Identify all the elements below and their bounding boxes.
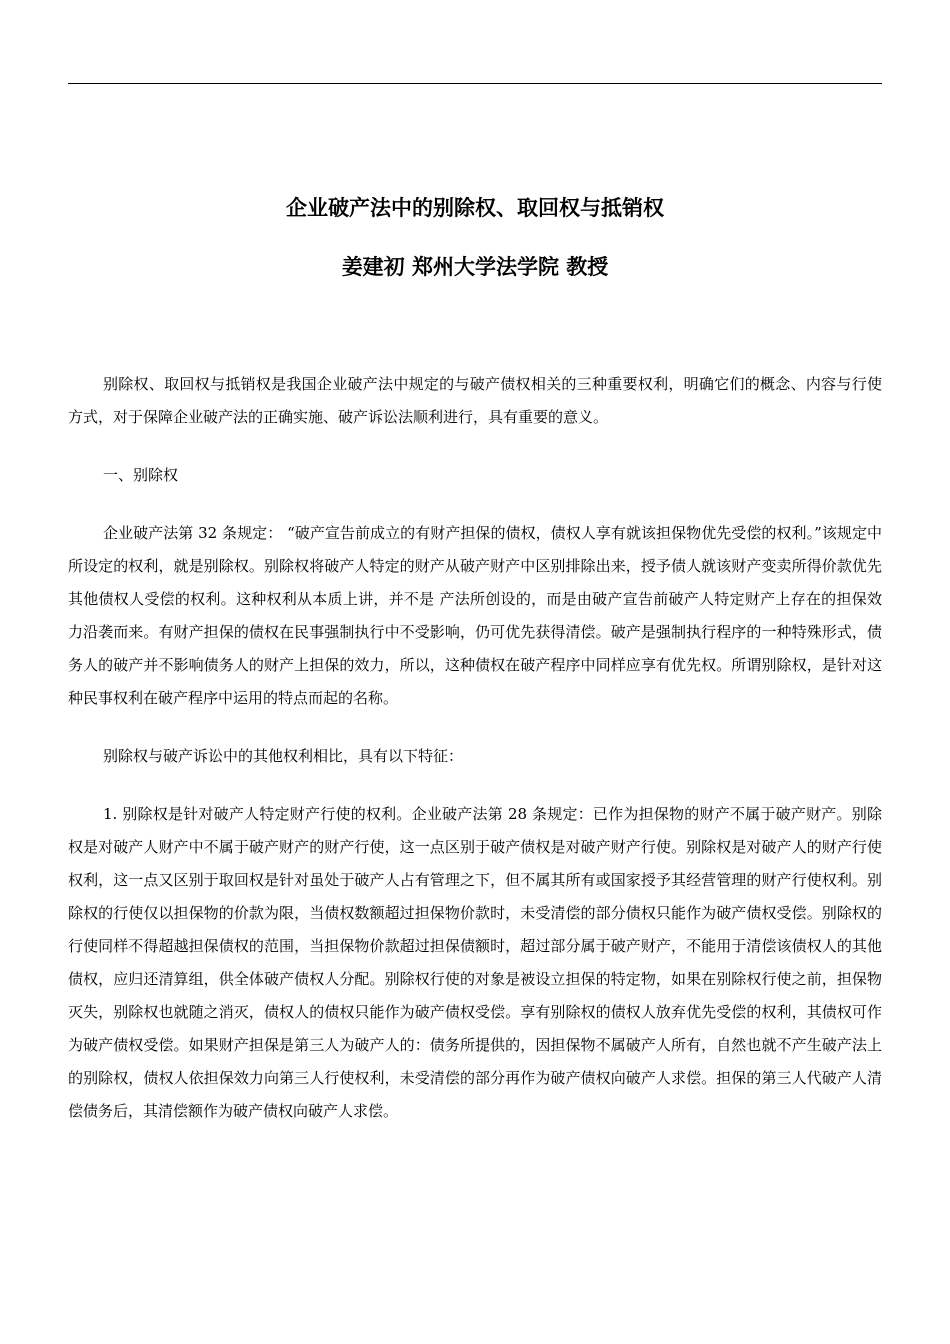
document-body <box>68 368 882 1153</box>
paragraph-features-intro: 别除权与破产诉讼中的其他权利相比，具有以下特征： <box>103 747 464 765</box>
paragraph-intro: 别除权、取回权与抵销权是我国企业破产法中规定的与破产债权相关的三种重要权利，明确它们的概念、内容与行使方式，对于保障企业破产法的正确实施、破产诉讼法顺利进行，具有重要的意义。 <box>68 375 882 426</box>
document-title: 企业破产法中的别除权、取回权与抵销权 <box>286 196 664 220</box>
author-line: 姜建初 郑州大学法学院 教授 <box>341 255 609 279</box>
paragraph-definition: 企业破产法第 32 条规定： “破产宣告前成立的有财产担保的债权，债权人享有就该担保物优先受偿的权利。”该规定中所设定的权利，就是别除权。别除权将破产人特定的财产从破产财产中区别排除出来，授予债人就该财产变卖所得价款优先其他债权人受偿的权利。这种权利从本质上讲，并不是 产法所创设的，而是由破产宣告前破产人特定财产上存在的担保效力沿袭而来。有财产担保的债权在民事强制执行中不受影响，仍可优先获得清偿。破产是强制执行程序的一种特殊形式，债务人的破产并不影响债务人的财产上担保的效力，所以，这种债权在破产程序中同样应享有优先权。所谓别除权，是针对这种民事权利在破产程序中运用的特点而起的名称。 <box>68 524 882 707</box>
section-heading: 一、别除权 <box>103 466 179 484</box>
header-rule <box>68 83 882 84</box>
paragraph-feature-1: 1. 别除权是针对破产人特定财产行使的权利。企业破产法第 28 条规定：已作为担保物的财产不属于破产财产。别除权是对破产人财产中不属于破产财产的财产行使，这一点区别于破产债权是对破产财产行使。别除权是对破产人的财产行使权利，这一点又区别于取回权是针对虽处于破产人占有管理之下，但不属其所有或国家授予其经营管理的财产行使权利。别除权的行使仅以担保物的价款为限，当债权数额超过担保物价款时，未受清偿的部分债权只能作为破产债权受偿。别除权的行使同样不得超越担保债权的范围，当担保物价款超过担保债额时，超过部分属于破产财产，不能用于清偿该债权人的其他债权，应归还清算组，供全体破产债权人分配。别除权行使的对象是被设立担保的特定物，如果在别除权行使之前，担保物灭失，别除权也就随之消灭，债权人的债权只能作为破产债权受偿。享有别除权的债权人放弃优先受偿的权利，其债权可作为破产债权受偿。如果财产担保是第三人为破产人的：债务所提供的，因担保物不属破产人所有，自然也就不产生破产法上的别除权，债权人依担保效力向第三人行使权利，未受清偿的部分再作为破产债权向破产人求偿。担保的第三人代破产人清偿债务后，其清偿额作为破产债权向破产人求偿。 <box>68 805 882 1120</box>
